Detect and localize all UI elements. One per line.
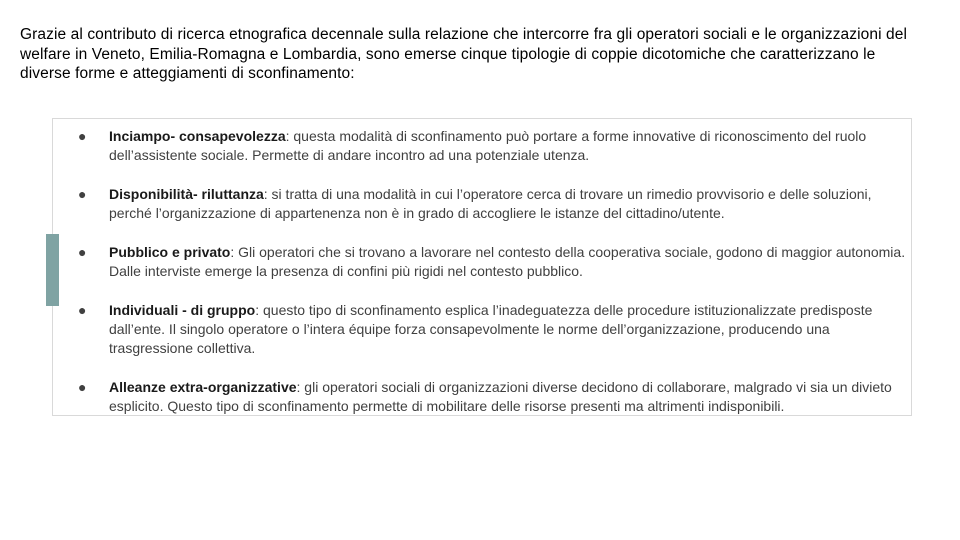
item-text: : questa modalità di sconfinamento può portare a forme innovative di riconoscimento del ruolo dell’assistente sociale. Permette di andare incontro ad una potenziale utenza. — [109, 128, 867, 163]
item-term: Alleanze extra-organizzative — [109, 379, 297, 395]
bullet-icon: ● — [78, 186, 87, 202]
list-item-pubblico-privato — [78, 243, 914, 281]
intro-paragraph: Grazie al contributo di ricerca etnografica decennale sulla relazione che intercorre fra gli operatori sociali e le organizzazioni del welfare in Veneto, Emilia-Romagna e Lombardia, sono emerse cinque tipologie di coppie dicotomiche che caratterizzano le diverse forme e atteggiamenti di sconfinamento: — [20, 26, 908, 82]
item-term: Individuali - di gruppo — [109, 302, 256, 318]
item-text: : Gli operatori che si trovano a lavorare nel contesto della cooperativa sociale, godono di maggior autonomia. Dalle interviste emerge la presenza di confini più rigidi nel contesto pubblico. — [109, 244, 906, 279]
bullet-icon: ● — [78, 244, 87, 260]
accent-bar — [46, 234, 59, 306]
bullet-icon: ● — [78, 128, 87, 144]
item-text: : questo tipo di sconfinamento esplica l’inadeguatezza delle procedure istituzionalizzate predisposte dall’ente. Il singolo operatore o l’intera équipe forza consapevolmente le norme dell’organizzazione, producendo una trasgressione collettiva. — [109, 302, 873, 356]
item-term: Disponibilità- riluttanza — [109, 186, 264, 202]
item-text: : si tratta di una modalità in cui l’operatore cerca di trovare un rimedio provvisorio e delle soluzioni, perché l’organizzazione di appartenenza non è in grado di accogliere le istanze del cittadino/utente. — [109, 186, 872, 221]
list-item-alleanze — [78, 378, 914, 416]
item-term: Inciampo- consapevolezza — [109, 128, 286, 144]
list-item-inciampo — [78, 127, 914, 165]
item-text: : gli operatori sociali di organizzazioni diverse decidono di collaborare, malgrado vi sia un divieto esplicito. Questo tipo di sconfinamento permette di mobilitare delle risorse presenti ma altrimenti indisponibili. — [109, 379, 892, 414]
item-term: Pubblico e privato — [109, 244, 231, 260]
bullet-icon: ● — [78, 379, 87, 395]
list-item-individuali — [78, 301, 914, 358]
list-item-disponibilita — [78, 185, 914, 223]
bullet-icon: ● — [78, 302, 87, 318]
typology-list — [78, 127, 914, 416]
